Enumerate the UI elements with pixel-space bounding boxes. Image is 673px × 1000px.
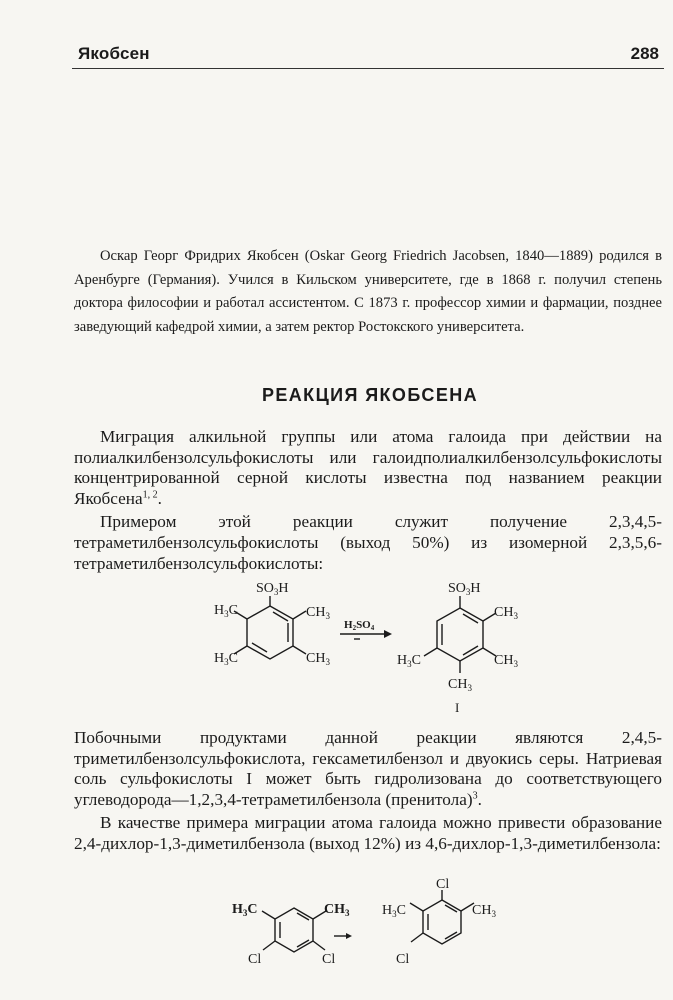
footnote-text: Оскар Георг Фридрих Якобсен (Oskar Georg Friedrich Jacobsen, 1840—1889) родился в Аренбурге (Германия). Учился в Кильском университете, где в 1868 г. получил степень доктора философии и работал ассистентом. С 1873 г. профессор химии и фармации, позднее заведующий кафедрой химии, а затем ректор Ростокского университета. bbox=[74, 248, 662, 335]
product-methyl-lower-left: $H_3C$ bbox=[397, 653, 421, 669]
product-methyl-lower-right: $CH_3$ bbox=[494, 653, 518, 669]
reference-mark: 3 bbox=[472, 790, 478, 802]
reagent-label: H2SO4 bbox=[344, 619, 375, 632]
reactant-sulfo-group: $SO_3H$ bbox=[256, 581, 289, 597]
section-title: РЕАКЦИЯ ЯКОБСЕНА bbox=[261, 385, 479, 405]
product-sulfo-group: $SO_3H$ bbox=[448, 581, 481, 597]
reactant-2-ring bbox=[262, 908, 326, 952]
product-2-chloro-left: Cl bbox=[396, 952, 410, 967]
reactant-2-chloro-right: Cl bbox=[322, 952, 336, 967]
reactant-2-chloro-left: Cl bbox=[248, 952, 262, 967]
paragraph-definition-text: Миграция алкильной группы или атома галоида при действии на полиалкилбензолсульфокислоты или галоидполиалкилбензолсульфокислоты концентрированной серной кислоты известна под названием реакции Якобсена bbox=[74, 427, 662, 508]
paragraph-example: Примером этой реакции служит получение 2,3,4,5-тетраметилбензолсульфокислоты (выход 50%) из изомерной 2,3,5,6-тетраметилбензолсульфокислоты: bbox=[74, 512, 662, 573]
product-2-ring bbox=[410, 890, 474, 944]
paragraph-end: . bbox=[477, 789, 482, 809]
reactant-methyl-lower-left: $H_3C$ bbox=[214, 651, 238, 667]
reactant-2-methyl-upper-left: $H_3C$ bbox=[232, 902, 258, 918]
product-2-methyl-upper-left: $H_3C$ bbox=[382, 903, 406, 919]
reactant-2-methyl-upper-right: $CH_3$ bbox=[324, 902, 350, 918]
reference-marks: 1, 2 bbox=[142, 489, 158, 501]
paragraph-byproducts-text: Побочными продуктами данной реакции являются 2,4,5-триметилбензолсульфокислота, гексаметилбензол и двуокись серы. Натриевая соль сульфокислоты I может быть гидролизована до соответствующего углеводорода—1,2,3,4-тетраметилбензола (пренитола) bbox=[74, 728, 662, 809]
paragraph-halogen-migration: В качестве примера миграции атома галоида можно привести образование 2,4-дихлор-1,3-диметилбензола (выход 12%) из 4,6-дихлор-1,3-диметилбензола: bbox=[74, 813, 662, 853]
reactant-methyl-upper-left: $H_3C$ bbox=[214, 603, 238, 619]
reaction-arrow-2-head bbox=[346, 933, 352, 939]
page-number: 288 bbox=[630, 44, 659, 63]
reactant-methyl-upper-right: $CH_3$ bbox=[306, 605, 330, 621]
product-label: I bbox=[455, 700, 460, 715]
reactant-methyl-lower-right: $CH_3$ bbox=[306, 651, 330, 667]
running-title: Якобсен bbox=[78, 44, 150, 63]
product-methyl-bottom: $CH_3$ bbox=[448, 677, 472, 693]
product-methyl-upper-right: $CH_3$ bbox=[494, 605, 518, 621]
paragraph-end: . bbox=[157, 488, 162, 508]
product-2-chloro-top: Cl bbox=[436, 877, 450, 892]
product-2-methyl-upper-right: $CH_3$ bbox=[472, 903, 496, 919]
